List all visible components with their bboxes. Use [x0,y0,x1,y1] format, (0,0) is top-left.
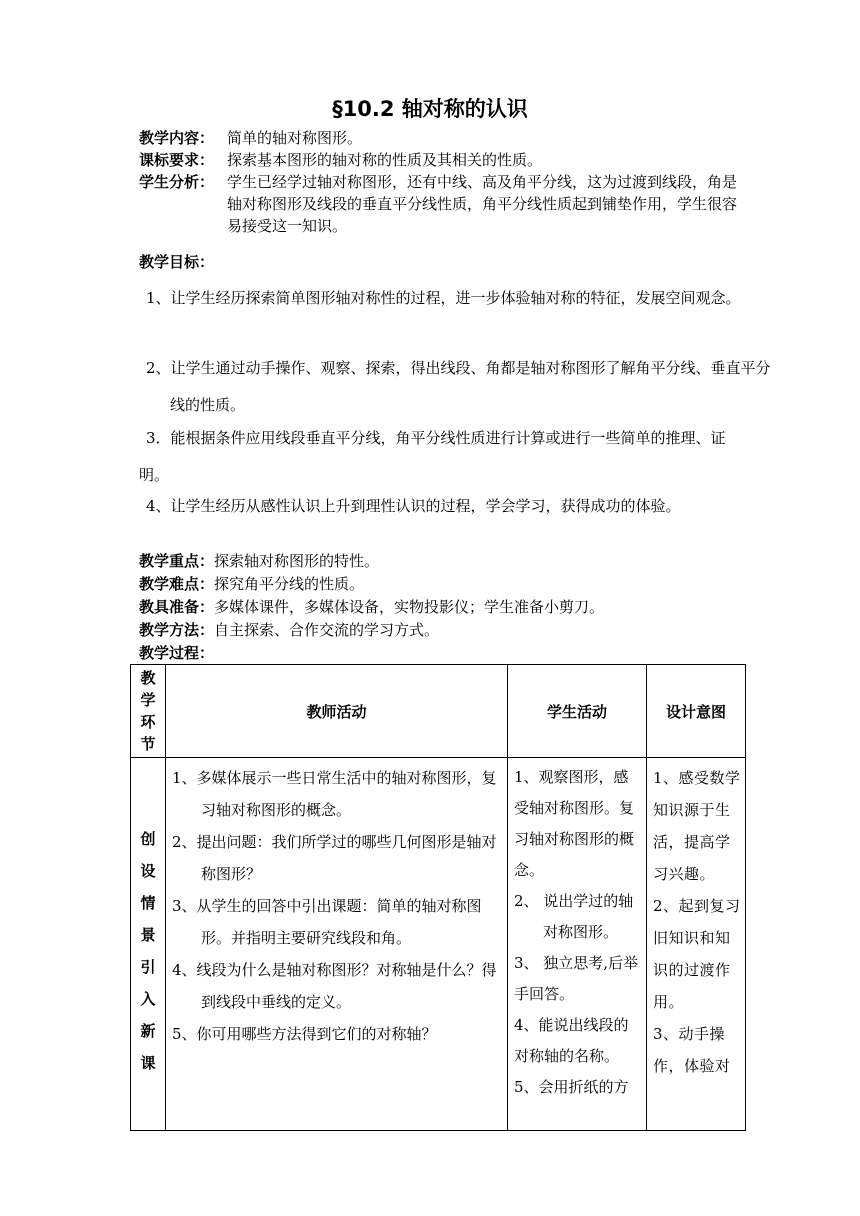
design-item: 2、起到复习旧知识和知识的过渡作用。 [653,897,741,1011]
meta-content [139,127,749,237]
meta-label: 学生分析： [139,173,215,191]
meta-row [139,575,749,594]
student-item: 1、观察图形，感受轴对称图形。复习轴对称图形的概念。 [514,768,635,879]
student-cell [508,758,647,1131]
goal-item: 4、让学生经历从感性认识上升到理性认识的过程，学会学习，获得成功的体验。 [146,497,681,515]
meta-label: 教学过程： [139,644,215,662]
table-header-row [131,665,746,758]
meta-label: 教学内容： [139,129,215,147]
header-teacher: 教师活动 [166,665,508,758]
process-table [130,664,746,1131]
goals-label: 教学目标： [139,253,215,271]
header-segment-text: 教学环节 [140,669,156,753]
header-design: 设计意图 [647,665,746,758]
meta-value: 探究角平分线的性质。 [214,575,365,593]
student-item: 手回答。 [514,985,575,1003]
goal-item: 3．能根据条件应用线段垂直平分线，角平分线性质进行计算或进行一些简单的推理、证明。 [139,429,726,484]
meta-row [139,552,749,571]
segment-text: 创设情景引入新课 [140,830,156,1072]
goal-item: 1、让学生经历探索简单图形轴对称性的过程，进一步体验轴对称的特征，发展空间观念。 [146,289,741,307]
teacher-item: 4、线段为什么是轴对称图形？对称轴是什么？得到线段中垂线的定义。 [172,961,497,1011]
student-item: 5、会用折纸的方 [514,1078,629,1096]
meta-value: 探索基本图形的轴对称的性质及其相关的性质。 [227,151,543,169]
meta-label: 课标要求： [139,151,215,169]
meta-value: 多媒体课件，多媒体设备，实物投影仪；学生准备小剪刀。 [214,598,605,616]
student-item: 3、 独立思考,后举 [514,954,639,972]
meta-value: 学生已经学过轴对称图形，还有中线、高及角平分线，这为过渡到线段，角是轴对称图形及线段的垂直平分线性质，角平分线性质起到铺垫作用，学生很容易接受这一知识。 [227,173,738,235]
meta-row [139,598,749,617]
teacher-cell [166,758,508,1131]
meta-row [139,621,749,640]
teacher-item: 5、你可用哪些方法得到它们的对称轴？ [172,1025,437,1043]
meta-value: 自主探索、合作交流的学习方式。 [214,621,440,639]
design-cell [647,758,746,1131]
table-row [131,758,746,1131]
student-item: 4、能说出线段的对称轴的名称。 [514,1016,629,1065]
goal-item: 2、让学生通过动手操作、观察、探索，得出线段、角都是轴对称图形了解角平分线、垂直平分线的性质。 [146,359,771,414]
goals-heading [139,253,749,272]
meta-value: 探索轴对称图形的特性。 [214,552,380,570]
design-item: 1、感受数学知识源于生活，提高学习兴趣。 [653,769,741,883]
design-item: 3、动手操作，体验对 [653,1025,731,1075]
teacher-item: 1、多媒体展示一些日常生活中的轴对称图形，复习轴对称图形的概念。 [172,769,497,819]
teacher-item: 2、提出问题：我们所学过的哪些几何图形是轴对称图形？ [172,833,497,883]
page-title: §10.2 轴对称的认识 [332,97,528,121]
student-item: 2、 说出学过的轴对称图形。 [514,892,634,941]
meta-label: 教学方法： [139,621,215,639]
meta-label: 教具准备： [139,598,215,616]
meta-row [139,644,749,663]
header-segment [131,665,166,758]
teacher-item: 3、从学生的回答中引出课题：简单的轴对称图形。并指明主要研究线段和角。 [172,897,482,947]
header-student: 学生活动 [508,665,647,758]
meta-label: 教学重点： [139,552,215,570]
segment-cell [131,758,166,1131]
meta-label: 教学难点： [139,575,215,593]
meta-value: 简单的轴对称图形。 [227,129,363,147]
